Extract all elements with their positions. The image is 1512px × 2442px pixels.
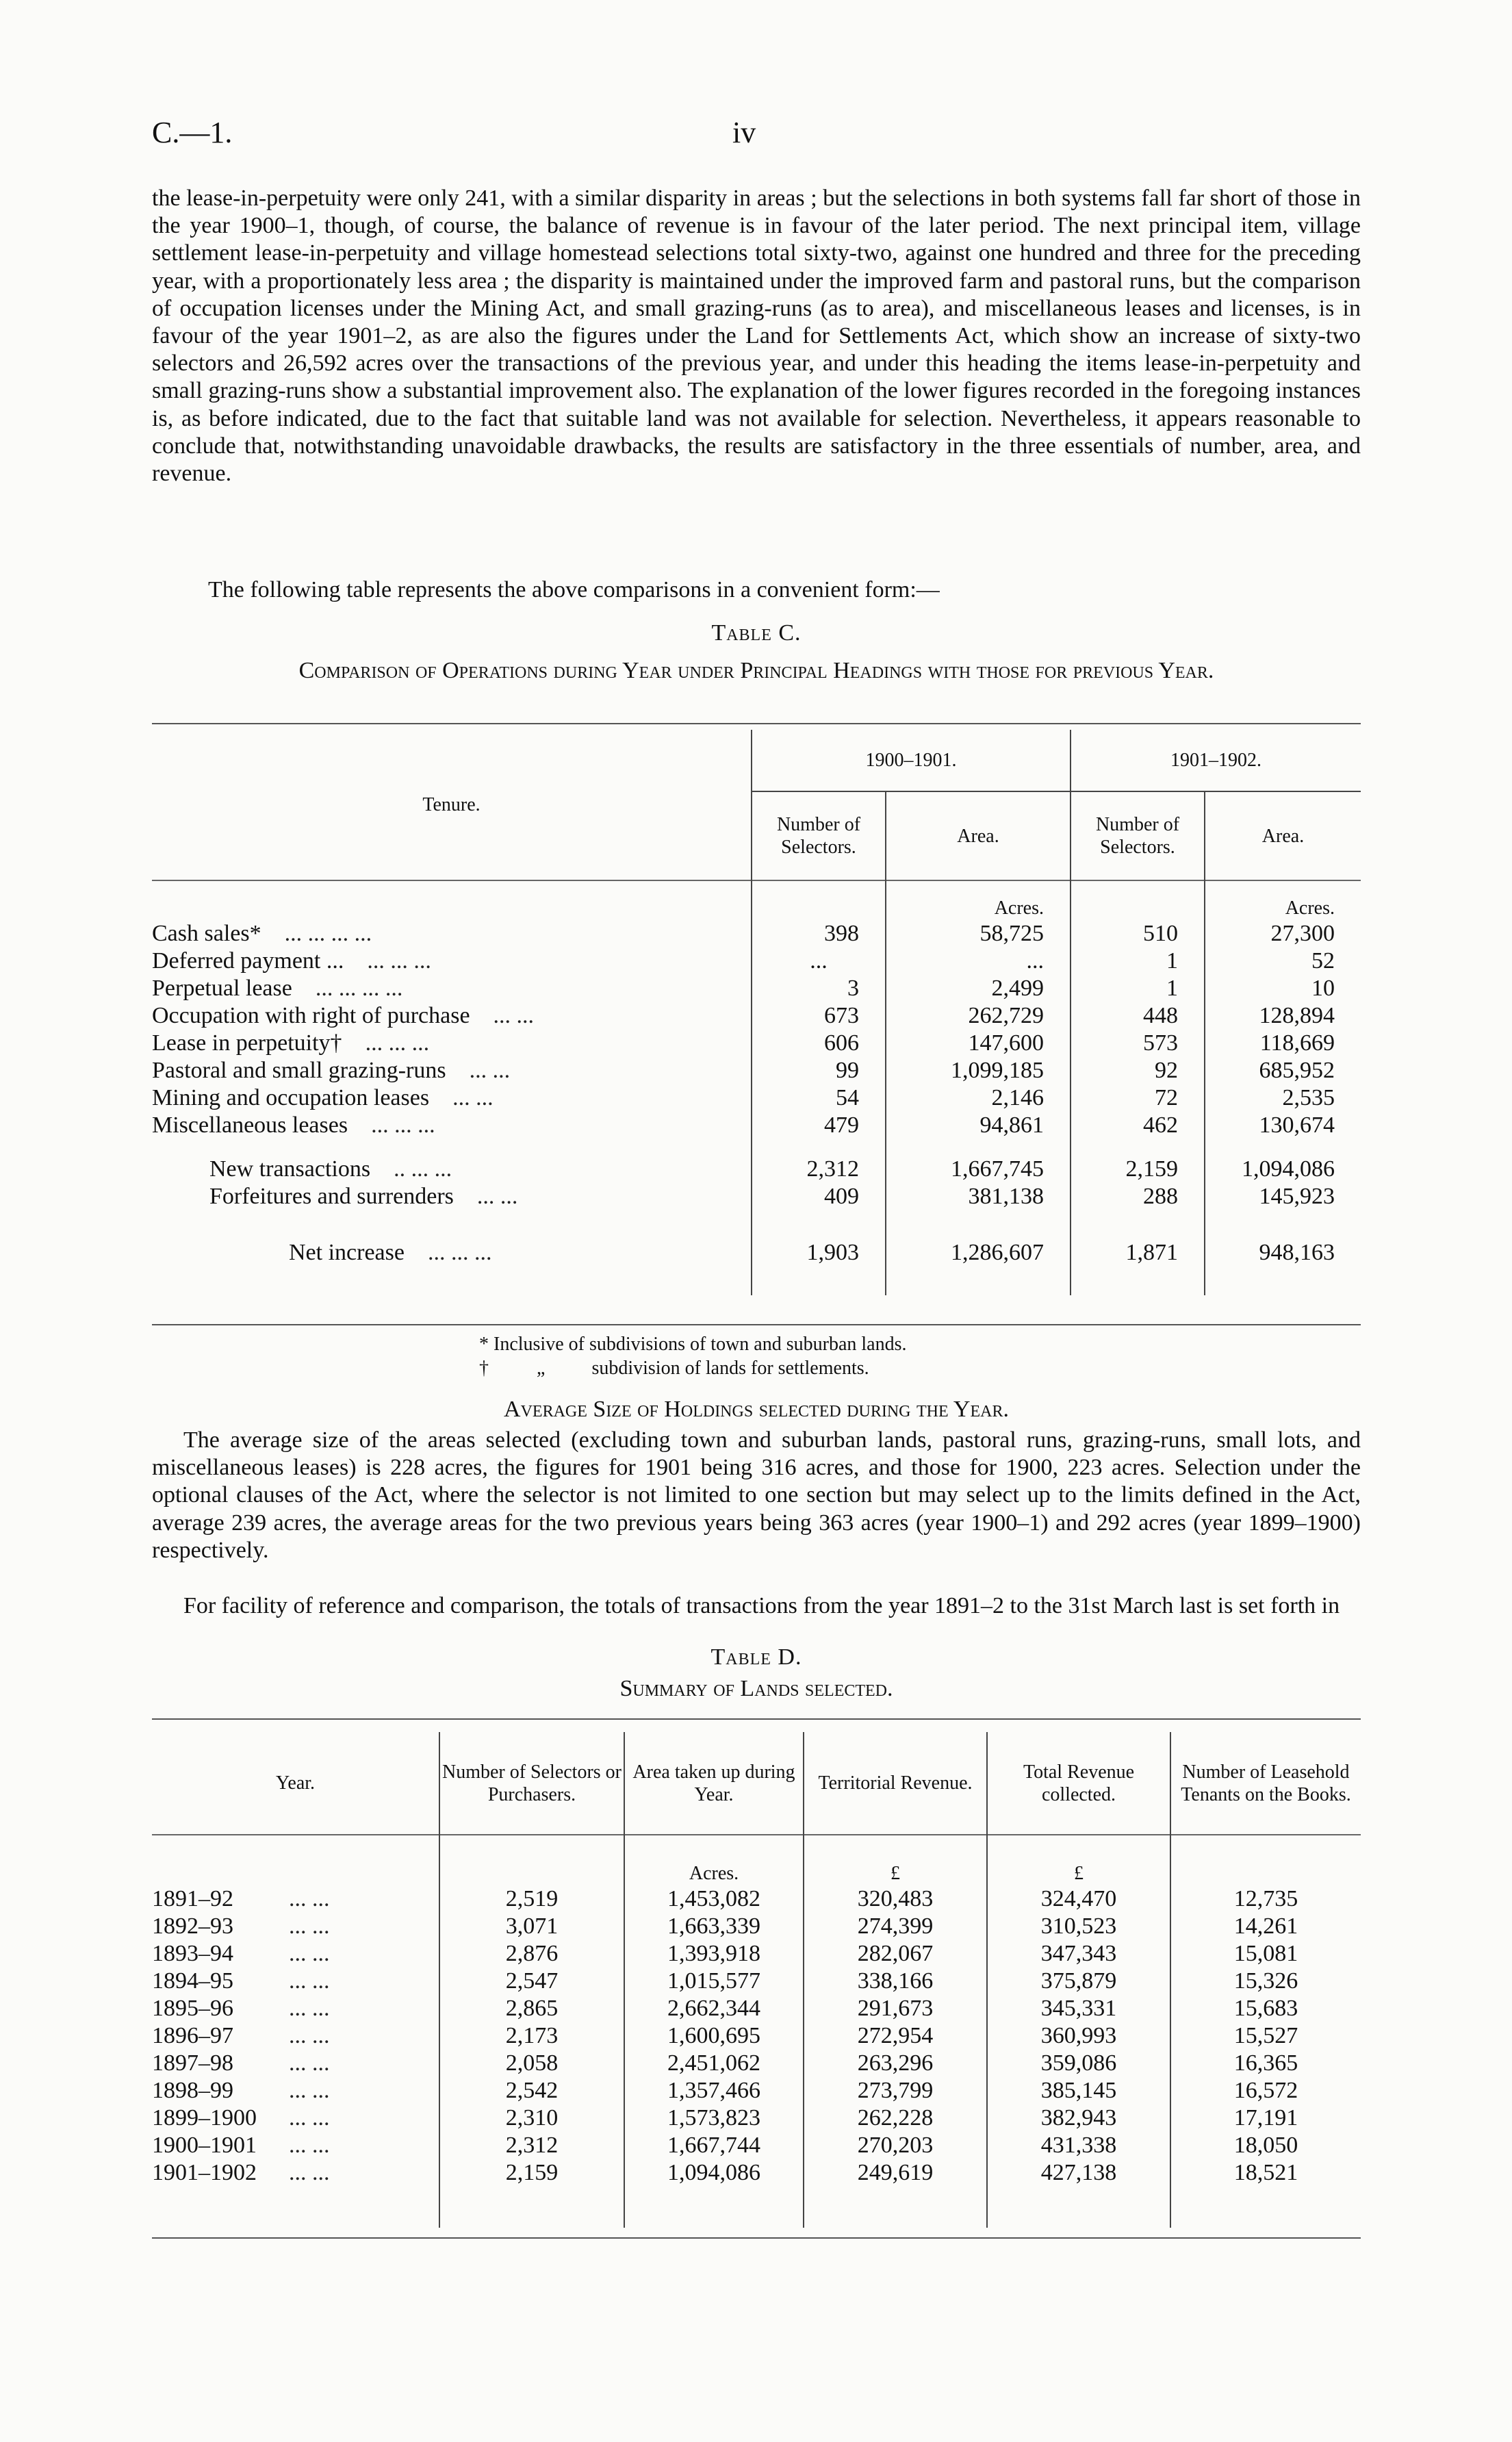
row-year: 1897–98	[152, 2050, 233, 2076]
leader-dots: ... ... ... ...	[315, 976, 403, 1001]
cell-area-1900: 94,861	[886, 1112, 1071, 1139]
cell-selectors: 2,159	[439, 2159, 624, 2187]
cell-selectors: 2,519	[439, 1885, 624, 1913]
net-n2: 1,871	[1071, 1238, 1205, 1268]
cell-total-revenue: 385,145	[987, 2077, 1170, 2104]
cell-area-1901: 130,674	[1205, 1112, 1361, 1139]
cell-selectors-1901: 2,159	[1071, 1156, 1205, 1183]
unit-acres-2: Acres.	[1205, 880, 1361, 920]
col-area-header: Area taken up during Year.	[624, 1732, 804, 1835]
col-year1-header: 1900–1901.	[752, 730, 1071, 791]
leader-dots: ... ... ...	[427, 1240, 492, 1265]
cell-total-revenue: 324,470	[987, 1885, 1170, 1913]
table-row	[152, 1913, 1361, 1940]
cell-selectors-1900: 2,312	[752, 1156, 886, 1183]
unit-pound-territorial: £	[804, 1835, 987, 1885]
table-c-bottom-rule	[152, 1324, 1361, 1325]
table-row	[152, 1002, 1361, 1030]
row-label: Cash sales*	[152, 921, 261, 946]
table-row	[152, 1057, 1361, 1084]
cell-leasehold-tenants: 14,261	[1170, 1913, 1361, 1940]
cell-selectors-1900: 606	[752, 1030, 886, 1057]
cell-total-revenue: 360,993	[987, 2022, 1170, 2050]
cell-area-1900: 1,099,185	[886, 1057, 1071, 1084]
cell-selectors: 3,071	[439, 1913, 624, 1940]
footnote-1: * Inclusive of subdivisions of town and suburban lands.	[479, 1334, 907, 1355]
net-n1: 1,903	[752, 1238, 886, 1268]
unit-pound-total: £	[987, 1835, 1170, 1885]
cell-area-1901: 118,669	[1205, 1030, 1361, 1057]
cell-area: 1,094,086	[624, 2159, 804, 2187]
table-d	[152, 1732, 1361, 2228]
leader-dots: .. ... ...	[394, 1156, 452, 1182]
col-area2-header: Area.	[1205, 791, 1361, 880]
row-label: Forfeitures and surrenders	[209, 1184, 454, 1209]
table-c-top-rule	[152, 723, 1361, 724]
row-year: 1892–93	[152, 1913, 233, 1939]
cell-selectors-1901: 288	[1071, 1183, 1205, 1210]
page-section-code: C.—1.	[152, 116, 233, 149]
cell-area-1901: 2,535	[1205, 1084, 1361, 1112]
footnote-2-ditto: „	[537, 1358, 546, 1379]
leader-dots: ... ... ...	[371, 1112, 435, 1138]
leader-dots: ... ... ...	[367, 948, 431, 974]
cell-leasehold-tenants: 12,735	[1170, 1885, 1361, 1913]
cell-selectors-1901: 1	[1071, 975, 1205, 1002]
cell-selectors: 2,865	[439, 1995, 624, 2022]
row-year: 1891–92	[152, 1886, 233, 1911]
cell-area: 2,451,062	[624, 2050, 804, 2077]
leader-dots: ... ...	[289, 2050, 330, 2076]
table-row	[152, 2159, 1361, 2187]
table-row	[152, 1940, 1361, 1968]
cell-territorial-revenue: 291,673	[804, 1995, 987, 2022]
row-year: 1898–99	[152, 2078, 233, 2103]
table-row	[152, 920, 1361, 947]
leader-dots: ... ...	[469, 1058, 511, 1083]
table-d-bottom-rule	[152, 2237, 1361, 2239]
cell-selectors-1901: 92	[1071, 1057, 1205, 1084]
leader-dots: ... ... ...	[365, 1030, 430, 1056]
cell-area-1901: 685,952	[1205, 1057, 1361, 1084]
cell-area: 1,573,823	[624, 2104, 804, 2132]
reference-paragraph: For facility of reference and comparison, the totals of transactions from the year 1891–2 to the 31st March last is set forth in	[183, 1593, 1340, 1618]
cell-leasehold-tenants: 15,326	[1170, 1968, 1361, 1995]
cell-area: 1,393,918	[624, 1940, 804, 1968]
cell-selectors: 2,058	[439, 2050, 624, 2077]
leader-dots: ... ...	[289, 2078, 330, 2103]
table-intro-paragraph: The following table represents the above comparisons in a convenient form:—	[208, 577, 940, 602]
cell-selectors-1901: 462	[1071, 1112, 1205, 1139]
leader-dots: ... ...	[493, 1003, 535, 1028]
col-selectors-header: Number of Selectors or Purchasers.	[439, 1732, 624, 1835]
row-year: 1893–94	[152, 1941, 233, 1966]
cell-area: 1,453,082	[624, 1885, 804, 1913]
leader-dots: ... ...	[289, 1886, 330, 1911]
cell-selectors-1900: 673	[752, 1002, 886, 1030]
table-row	[152, 1968, 1361, 1995]
leader-dots: ... ...	[289, 1996, 330, 2021]
cell-selectors: 2,542	[439, 2077, 624, 2104]
cell-territorial-revenue: 270,203	[804, 2132, 987, 2159]
cell-area: 1,015,577	[624, 1968, 804, 1995]
leader-dots: ... ...	[452, 1085, 494, 1110]
cell-total-revenue: 359,086	[987, 2050, 1170, 2077]
cell-territorial-revenue: 338,166	[804, 1968, 987, 1995]
row-year: 1894–95	[152, 1968, 233, 1994]
cell-territorial-revenue: 274,399	[804, 1913, 987, 1940]
cell-area-1900: 262,729	[886, 1002, 1071, 1030]
row-label: Occupation with right of purchase	[152, 1003, 470, 1028]
cell-selectors-1901: 510	[1071, 920, 1205, 947]
cell-area-1900: 58,725	[886, 920, 1071, 947]
leader-dots: ... ...	[476, 1184, 518, 1209]
cell-selectors: 2,312	[439, 2132, 624, 2159]
cell-territorial-revenue: 282,067	[804, 1940, 987, 1968]
cell-selectors: 2,876	[439, 1940, 624, 1968]
leader-dots: ... ...	[289, 2105, 330, 2131]
table-row	[152, 2022, 1361, 2050]
leader-dots: ... ...	[289, 1968, 330, 1994]
cell-selectors-1901: 1	[1071, 947, 1205, 975]
cell-area-1900: ...	[886, 947, 1071, 975]
table-row	[152, 1030, 1361, 1057]
cell-leasehold-tenants: 15,081	[1170, 1940, 1361, 1968]
row-label: New transactions	[209, 1156, 371, 1182]
cell-area-1900: 381,138	[886, 1183, 1071, 1210]
table-row	[152, 2104, 1361, 2132]
cell-area-1901: 27,300	[1205, 920, 1361, 947]
cell-area: 1,663,339	[624, 1913, 804, 1940]
unit-acres-d: Acres.	[624, 1835, 804, 1885]
row-year: 1896–97	[152, 2023, 233, 2048]
cell-leasehold-tenants: 16,572	[1170, 2077, 1361, 2104]
cell-leasehold-tenants: 15,527	[1170, 2022, 1361, 2050]
table-row	[152, 1112, 1361, 1139]
net-a2: 948,163	[1205, 1238, 1361, 1268]
col-number2-header: Number of Selectors.	[1071, 791, 1205, 880]
cell-selectors-1900: ...	[752, 947, 886, 975]
cell-territorial-revenue: 263,296	[804, 2050, 987, 2077]
cell-selectors: 2,173	[439, 2022, 624, 2050]
row-label: Deferred payment ...	[152, 948, 344, 974]
net-increase-row	[152, 1238, 1361, 1268]
intro-paragraph: the lease-in-perpetuity were only 241, with a similar disparity in areas ; but the selections in both systems fall far short of those in the year 1900–1, though, of course, the balance of revenue is in favour of the later period. The next principal item, village settlement lease-in-perpetuity and village homestead selections total sixty-two, against one hundred and three for the preceding year, with a proportionately less area ; the disparity is maintained under the improved farm and pastoral runs, but the comparison of occupation licenses under the Mining Act, and small grazing-runs (as to area), and miscellaneous leases and licenses, is in favour of the year 1901–2, as are also the figures under the Land for Settlements Act, which show an increase of sixty-two selectors and 26,592 acres over the transactions of the previous year, and under this heading the items lease-in-perpetuity and small grazing-runs show a substantial improvement also. The explanation of the lower figures recorded in the foregoing instances is, as before indicated, due to the fact that suitable land was not available for selection. Nevertheless, it appears reasonable to conclude that, notwithstanding unavoidable drawbacks, the results are satisfactory in the three essentials of number, area, and revenue.	[152, 186, 1361, 487]
table-row	[152, 1084, 1361, 1112]
cell-selectors-1901: 573	[1071, 1030, 1205, 1057]
leader-dots: ... ...	[289, 2023, 330, 2048]
cell-total-revenue: 310,523	[987, 1913, 1170, 1940]
leader-dots: ... ...	[289, 2133, 330, 2158]
cell-leasehold-tenants: 18,050	[1170, 2132, 1361, 2159]
col-total-revenue-header: Total Revenue collected.	[987, 1732, 1170, 1835]
cell-total-revenue: 431,338	[987, 2132, 1170, 2159]
table-row	[152, 2050, 1361, 2077]
row-year: 1901–1902	[152, 2160, 257, 2185]
cell-total-revenue: 427,138	[987, 2159, 1170, 2187]
table-d-label: Table D.	[710, 1644, 802, 1670]
cell-territorial-revenue: 272,954	[804, 2022, 987, 2050]
col-tenants-header: Number of Leasehold Tenants on the Books.	[1170, 1732, 1361, 1835]
col-year2-header: 1901–1902.	[1071, 730, 1361, 791]
footnote-2-mark: †	[479, 1358, 489, 1379]
cell-leasehold-tenants: 15,683	[1170, 1995, 1361, 2022]
row-label: Pastoral and small grazing-runs	[152, 1058, 446, 1083]
table-row	[152, 1995, 1361, 2022]
cell-selectors-1901: 72	[1071, 1084, 1205, 1112]
row-year: 1895–96	[152, 1996, 233, 2021]
leader-dots: ... ...	[289, 1941, 330, 1966]
cell-selectors-1901: 448	[1071, 1002, 1205, 1030]
avg-section-title: Average Size of Holdings selected during the Year.	[504, 1397, 1009, 1422]
cell-leasehold-tenants: 17,191	[1170, 2104, 1361, 2132]
table-row	[152, 1885, 1361, 1913]
cell-area-1901: 1,094,086	[1205, 1156, 1361, 1183]
footnote-2: subdivision of lands for settlements.	[591, 1358, 869, 1379]
table-c-title: Comparison of Operations during Year under Principal Headings with those for previous Year.	[298, 658, 1214, 683]
cell-area: 2,662,344	[624, 1995, 804, 2022]
cell-selectors-1900: 398	[752, 920, 886, 947]
row-label: Perpetual lease	[152, 976, 292, 1001]
cell-selectors-1900: 3	[752, 975, 886, 1002]
cell-selectors-1900: 99	[752, 1057, 886, 1084]
table-c-label: Table C.	[711, 620, 802, 646]
cell-total-revenue: 382,943	[987, 2104, 1170, 2132]
net-a1: 1,286,607	[886, 1238, 1071, 1268]
col-number1-header: Number of Selectors.	[752, 791, 886, 880]
cell-selectors-1900: 479	[752, 1112, 886, 1139]
cell-territorial-revenue: 262,228	[804, 2104, 987, 2132]
page-number: iv	[732, 116, 756, 149]
cell-total-revenue: 347,343	[987, 1940, 1170, 1968]
leader-dots: ... ...	[289, 2160, 330, 2185]
row-year: 1899–1900	[152, 2105, 257, 2131]
cell-selectors: 2,310	[439, 2104, 624, 2132]
table-row	[152, 947, 1361, 975]
row-label: Miscellaneous leases	[152, 1112, 348, 1138]
cell-territorial-revenue: 249,619	[804, 2159, 987, 2187]
avg-paragraph: The average size of the areas selected (excluding town and suburban lands, pastoral runs, grazing-runs, small lots, and miscellaneous leases) is 228 acres, the figures for 1901 being 316 acres, and those for 1900, 223 acres. Selection under the optional clauses of the Act, where the selector is not limited to one section but may select up to the limits defined in the Act, average 239 acres, the average areas for the two previous years being 363 acres (year 1900–1) and 292 acres (year 1899–1900) respectively.	[152, 1427, 1361, 1563]
cell-selectors-1900: 409	[752, 1183, 886, 1210]
cell-area-1900: 147,600	[886, 1030, 1071, 1057]
cell-area-1900: 2,499	[886, 975, 1071, 1002]
col-territorial-header: Territorial Revenue.	[804, 1732, 987, 1835]
table-row	[152, 975, 1361, 1002]
summary-row	[152, 1183, 1361, 1210]
table-d-title: Summary of Lands selected.	[619, 1676, 893, 1701]
row-label: Mining and occupation leases	[152, 1085, 430, 1110]
col-year-header: Year.	[275, 1772, 316, 1794]
cell-leasehold-tenants: 18,521	[1170, 2159, 1361, 2187]
col-area1-header: Area.	[886, 791, 1071, 880]
col-tenure-header: Tenure.	[422, 794, 480, 815]
cell-area: 1,667,744	[624, 2132, 804, 2159]
cell-area-1901: 145,923	[1205, 1183, 1361, 1210]
cell-selectors-1900: 54	[752, 1084, 886, 1112]
net-label: Net increase	[289, 1240, 405, 1265]
table-c	[152, 730, 1361, 1295]
table-d-top-rule	[152, 1718, 1361, 1720]
cell-area-1901: 52	[1205, 947, 1361, 975]
row-label: Lease in perpetuity†	[152, 1030, 342, 1056]
cell-area-1900: 1,667,745	[886, 1156, 1071, 1183]
cell-total-revenue: 375,879	[987, 1968, 1170, 1995]
cell-area-1900: 2,146	[886, 1084, 1071, 1112]
table-row	[152, 2077, 1361, 2104]
cell-area: 1,600,695	[624, 2022, 804, 2050]
cell-area: 1,357,466	[624, 2077, 804, 2104]
cell-territorial-revenue: 273,799	[804, 2077, 987, 2104]
cell-area-1901: 10	[1205, 975, 1361, 1002]
cell-selectors: 2,547	[439, 1968, 624, 1995]
cell-territorial-revenue: 320,483	[804, 1885, 987, 1913]
summary-row	[152, 1156, 1361, 1183]
row-year: 1900–1901	[152, 2133, 257, 2158]
cell-leasehold-tenants: 16,365	[1170, 2050, 1361, 2077]
leader-dots: ... ... ... ...	[284, 921, 372, 946]
table-row	[152, 2132, 1361, 2159]
cell-area-1901: 128,894	[1205, 1002, 1361, 1030]
leader-dots: ... ...	[289, 1913, 330, 1939]
cell-total-revenue: 345,331	[987, 1995, 1170, 2022]
unit-acres-1: Acres.	[886, 880, 1071, 920]
